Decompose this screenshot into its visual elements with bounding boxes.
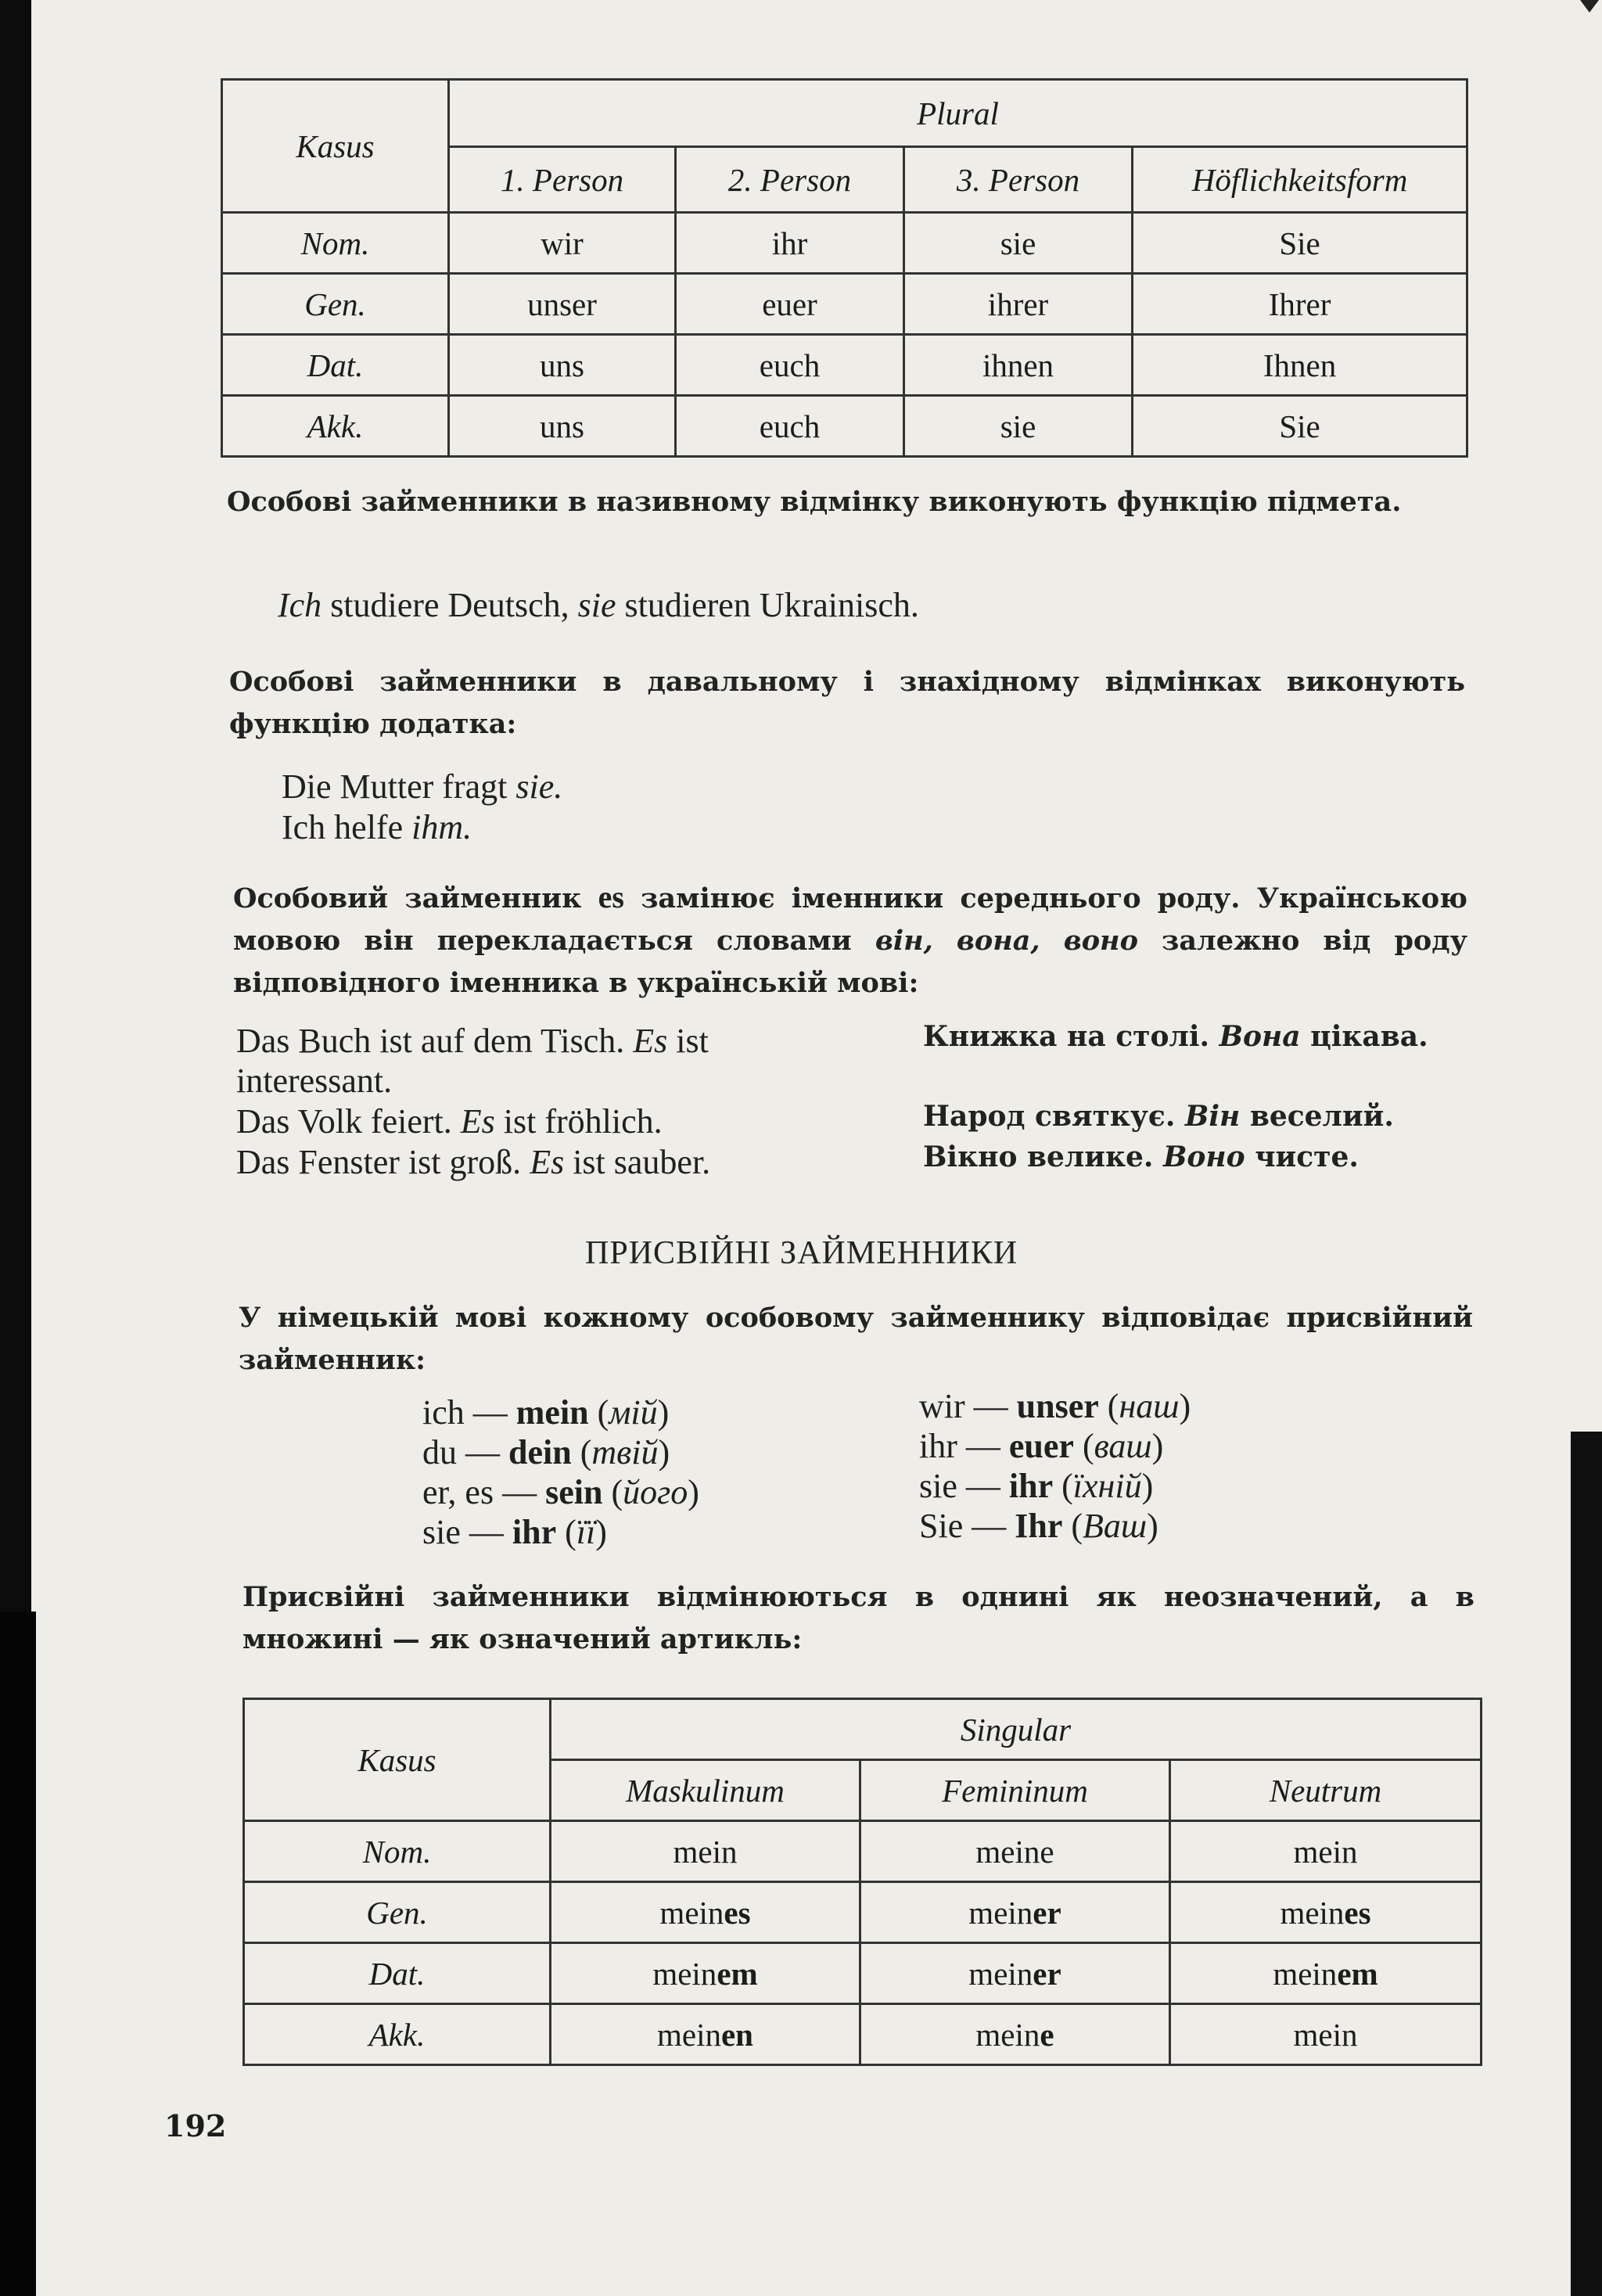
table-cell: uns — [449, 335, 676, 396]
translation-word: Вона — [1219, 1020, 1301, 1053]
case-cell: Nom. — [222, 213, 449, 274]
table-row — [222, 213, 1467, 274]
ukrainian-translation: її — [576, 1513, 596, 1551]
example-word: Es — [633, 1022, 668, 1060]
table-cell: sie — [904, 396, 1133, 457]
case-cell: Akk. — [244, 2004, 551, 2065]
personal-pronoun: er, es — — [422, 1473, 546, 1511]
table-row — [244, 1943, 1482, 2004]
table-cell: sie — [904, 213, 1133, 274]
table-cell — [860, 1882, 1170, 1943]
word-stem: mein — [673, 1833, 738, 1870]
column-header: 3. Person — [904, 147, 1133, 213]
table-cell — [1170, 1821, 1482, 1882]
table-cell: Ihrer — [1133, 274, 1467, 335]
corner-mark — [1580, 0, 1599, 13]
list-item: ihr — euer (ваш) — [919, 1427, 1164, 1465]
possessive-pronoun: unser — [1016, 1387, 1099, 1425]
table-cell — [1170, 2004, 1482, 2065]
table-cell — [551, 1943, 860, 2004]
possessive-pronoun: dein — [508, 1433, 572, 1471]
translation-word: Він — [1184, 1100, 1241, 1133]
translation-text: Народ святкує. — [923, 1100, 1185, 1133]
translation-sentence — [923, 1136, 1486, 1178]
word-stem: mein — [659, 1894, 724, 1931]
ukrainian-translation: твій — [591, 1433, 659, 1471]
possessive-pronoun: ihr — [1008, 1467, 1054, 1505]
list-item: Sie — Ihr (Ваш) — [919, 1507, 1158, 1545]
translation-word: Воно — [1162, 1141, 1245, 1173]
example-sentence — [236, 1021, 862, 1061]
table-row — [244, 1882, 1482, 1943]
translation-text: цікава. — [1300, 1020, 1428, 1053]
translation-text: Книжка на столі. — [923, 1020, 1219, 1053]
word-stem: mein — [1293, 2016, 1358, 2053]
translation-text: чисте. — [1245, 1141, 1359, 1173]
kasus-header: Kasus — [244, 1699, 551, 1821]
table-cell: ihr — [676, 213, 904, 274]
table-row — [222, 396, 1467, 457]
example-sentence — [236, 1101, 862, 1141]
example-sentence — [236, 1142, 862, 1182]
list-item: sie — ihr (їхній) — [919, 1467, 1154, 1505]
personal-pronoun: Sie — — [919, 1507, 1015, 1545]
example-word: Es — [530, 1143, 565, 1181]
word-ending: em — [1337, 1955, 1378, 1992]
word-ending: en — [720, 2016, 753, 2053]
example-text: Das Buch ist auf dem Tisch. — [236, 1022, 634, 1060]
table-cell: ihnen — [904, 335, 1133, 396]
example-sentence: interessant. — [236, 1062, 393, 1100]
possessive-list-right — [919, 1386, 1357, 1546]
translation-text: веселий. — [1240, 1100, 1394, 1133]
table-cell: Sie — [1133, 213, 1467, 274]
list-item: er, es — sein (його) — [422, 1473, 699, 1511]
example-text: ist fröhlich. — [494, 1102, 663, 1141]
word-stem: mein — [1273, 1955, 1338, 1992]
table-cell: Ihnen — [1133, 335, 1467, 396]
table-cell — [860, 2004, 1170, 2065]
example-text: ist — [667, 1022, 709, 1060]
case-cell: Nom. — [244, 1821, 551, 1882]
word-stem: mein — [1280, 1894, 1345, 1931]
example-text: Das Volk feiert. — [236, 1102, 461, 1141]
example-word: Es — [460, 1102, 495, 1141]
paragraph-text: Особовий займенник — [233, 882, 598, 914]
translation-sentence — [923, 1095, 1486, 1137]
ukrainian-translation: його — [623, 1473, 688, 1511]
scan-edge-right — [1571, 1432, 1602, 2296]
table-cell — [551, 2004, 860, 2065]
case-cell: Akk. — [222, 396, 449, 457]
example-text: Ich helfe — [282, 808, 412, 846]
singular-header: Singular — [551, 1699, 1482, 1760]
ukrainian-translation: Ваш — [1083, 1507, 1148, 1545]
word-ending: er — [1033, 1894, 1061, 1931]
example-text: Die Mutter fragt — [282, 767, 516, 806]
personal-pronoun: ich — — [422, 1393, 516, 1432]
paragraph-possessive-intro: У німецькій мові кожному особовому займеннику відповідає присвійний займенник: — [239, 1302, 1473, 1376]
case-cell: Gen. — [222, 274, 449, 335]
word-ending: es — [724, 1894, 751, 1931]
word-stem: meine — [975, 1833, 1054, 1870]
personal-pronoun: wir — — [919, 1387, 1017, 1425]
table-cell — [1170, 1943, 1482, 2004]
list-item: du — dein (твій) — [422, 1433, 670, 1471]
table-row — [244, 2004, 1482, 2065]
table-cell: euch — [676, 396, 904, 457]
singular-possessive-table — [242, 1698, 1482, 2066]
word-stem: mein — [657, 2016, 721, 2053]
scan-edge-left-lower — [0, 1612, 36, 2296]
table-cell — [551, 1821, 860, 1882]
example-text: studiere Deutsch, — [321, 586, 578, 624]
example-sentence — [282, 807, 986, 847]
example-text: studieren Ukrainisch. — [616, 586, 919, 624]
column-header: Neutrum — [1170, 1760, 1482, 1821]
word-ending: er — [1033, 1955, 1061, 1992]
table-row — [244, 1821, 1482, 1882]
ukrainian-translation: їхній — [1072, 1467, 1142, 1505]
table-cell — [551, 1882, 860, 1943]
plural-header: Plural — [449, 80, 1467, 147]
word-stem: mein — [975, 2016, 1040, 2053]
list-item: wir — unser (наш) — [919, 1387, 1191, 1425]
possessive-pronoun: Ihr — [1015, 1507, 1063, 1545]
word-ending: es — [1344, 1894, 1371, 1931]
table-row — [222, 274, 1467, 335]
ukrainian-translation: мій — [609, 1393, 658, 1432]
column-header: 1. Person — [449, 147, 676, 213]
case-cell: Dat. — [222, 335, 449, 396]
table-cell: Sie — [1133, 396, 1467, 457]
word-ending: e — [1040, 2016, 1054, 2053]
possessive-pronoun: mein — [515, 1393, 589, 1432]
example-text: Das Fenster ist groß. — [236, 1143, 530, 1181]
possessive-pronoun: ihr — [512, 1513, 557, 1551]
column-header: Höflichkeitsform — [1133, 147, 1467, 213]
possessive-pronoun: euer — [1008, 1427, 1074, 1465]
example-text: ist sauber. — [564, 1143, 711, 1181]
table-cell — [860, 1821, 1170, 1882]
personal-pronoun: sie — — [919, 1467, 1009, 1505]
word-stem: mein — [968, 1894, 1033, 1931]
translation-words: він, вона, воно — [875, 925, 1138, 957]
paragraph-subject-function: Особові займенники в називному відмінку виконують функцію підмета. — [227, 486, 1402, 518]
column-header: Femininum — [860, 1760, 1170, 1821]
list-item: ich — mein (мій) — [422, 1393, 670, 1432]
paragraph-text: замінює іменники середнього роду. Українською мовою він перекладається словами — [233, 882, 1467, 957]
example-word: ihm. — [411, 808, 472, 846]
word-stem: mein — [1293, 1833, 1358, 1870]
personal-pronoun: sie — — [422, 1513, 512, 1551]
paragraph-text: залежно від роду відповідного іменника в українській мові: — [233, 925, 1467, 999]
possessive-pronoun: sein — [545, 1473, 603, 1511]
translation-sentence — [923, 1015, 1486, 1058]
example-word: sie — [577, 586, 616, 624]
plural-pronoun-table — [221, 78, 1468, 458]
keyword-es: es — [598, 879, 624, 914]
column-header: Maskulinum — [551, 1760, 860, 1821]
example-sentence — [278, 585, 1295, 625]
case-cell: Dat. — [244, 1943, 551, 2004]
example-word: Ich — [278, 586, 322, 624]
personal-pronoun: du — — [422, 1433, 508, 1471]
paragraph-declension-rule: Присвійні займенники відмінюються в однині як неозначений, а в множині — як означений артикль: — [242, 1581, 1474, 1655]
ukrainian-translation: наш — [1119, 1387, 1180, 1425]
table-cell: euch — [676, 335, 904, 396]
possessive-list-left — [422, 1392, 860, 1552]
page-number: 192 — [164, 2108, 227, 2143]
table-cell — [860, 1943, 1170, 2004]
column-header: 2. Person — [676, 147, 904, 213]
example-word: sie. — [515, 767, 563, 806]
list-item: sie — ihr (її) — [422, 1513, 607, 1551]
example-sentence — [282, 767, 986, 807]
paragraph-object-function: Особові займенники в давальному і знахідному відмінках виконують функцію додатка: — [229, 666, 1465, 740]
personal-pronoun: ihr — — [919, 1427, 1009, 1465]
kasus-header: Kasus — [222, 80, 449, 213]
paragraph-es-pronoun — [233, 876, 1467, 1004]
word-stem: mein — [968, 1955, 1033, 1992]
table-cell — [1170, 1882, 1482, 1943]
table-cell: unser — [449, 274, 676, 335]
table-row — [222, 335, 1467, 396]
table-cell: uns — [449, 396, 676, 457]
case-cell: Gen. — [244, 1882, 551, 1943]
table-cell: ihrer — [904, 274, 1133, 335]
table-cell: euer — [676, 274, 904, 335]
ukrainian-translation: ваш — [1094, 1427, 1152, 1465]
table-cell: wir — [449, 213, 676, 274]
section-heading: ПРИСВІЙНІ ЗАЙМЕННИКИ — [585, 1235, 1018, 1271]
word-ending: em — [717, 1955, 758, 1992]
translation-text: Вікно велике. — [923, 1141, 1163, 1173]
word-stem: mein — [652, 1955, 717, 1992]
